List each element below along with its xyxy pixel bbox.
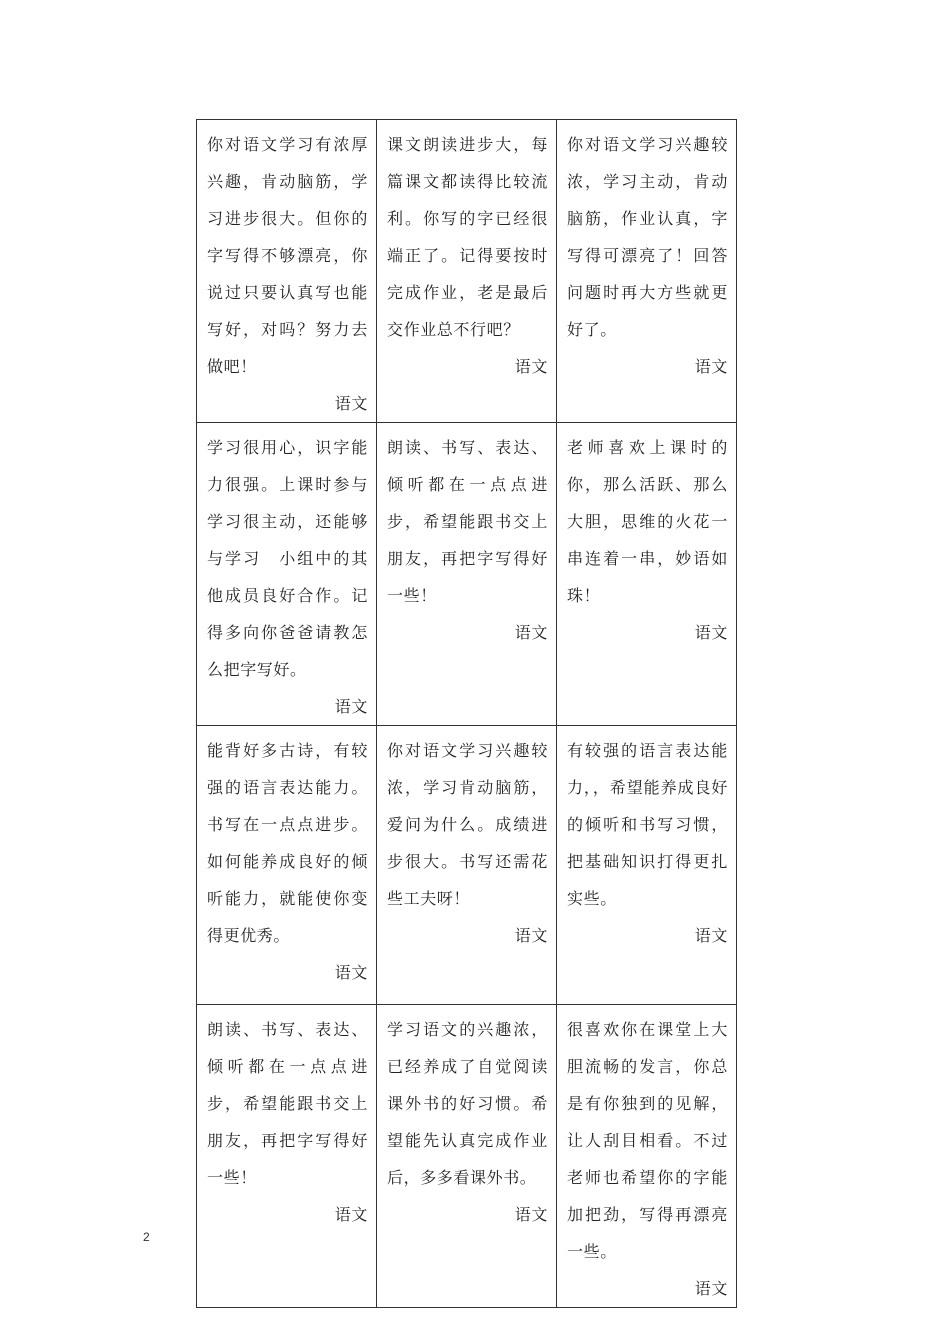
comment-signature: 语文 — [514, 357, 548, 376]
table-row — [197, 726, 737, 1005]
comment-text: 朗读、书写、表达、倾听都在一点点进步，希望能跟书交上朋友，再把字写得好一些！ — [207, 1020, 368, 1187]
comment-signature: 语文 — [694, 926, 728, 945]
comment-signature: 语文 — [334, 697, 368, 716]
comment-signature: 语文 — [514, 623, 548, 642]
comment-cell — [557, 1005, 737, 1308]
comment-text: 学习很用心，识字能力很强。上课时参与学习很主动，还能够与学习 小组中的其他成员良好合作。记得多向你爸爸请教怎么把字写好。 — [207, 438, 368, 679]
comment-cell — [557, 726, 737, 1005]
comment-signature: 语文 — [334, 1205, 368, 1224]
comment-text: 课文朗读进步大，每篇课文都读得比较流利。你写的字已经很端正了。记得要按时完成作业，老是最后交作业总不行吧？ — [387, 135, 548, 339]
comment-signature: 语文 — [694, 623, 728, 642]
comment-cell — [197, 423, 377, 726]
comment-text: 你对语文学习兴趣较浓，学习肯动脑筋，爱问为什么。成绩进步很大。书写还需花些工夫呀！ — [387, 741, 548, 908]
comment-signature: 语文 — [334, 963, 368, 982]
comment-cell — [557, 120, 737, 423]
comment-table — [196, 119, 737, 1308]
comment-text: 有较强的语言表达能力，，希望能养成良好的倾听和书写习惯，把基础知识打得更扎实些。 — [567, 741, 728, 908]
table-row — [197, 1005, 737, 1308]
comment-text: 你对语文学习兴趣较浓，学习主动，肯动脑筋，作业认真，字写得可漂亮了！回答问题时再大方些就更好了。 — [567, 135, 728, 339]
comment-cell — [557, 423, 737, 726]
comment-signature: 语文 — [694, 1279, 728, 1298]
comment-signature: 语文 — [514, 1205, 548, 1224]
comment-cell — [197, 120, 377, 423]
comment-text: 老师喜欢上课时的你，那么活跃、那么大胆，思维的火花一串连着一串，妙语如珠！ — [567, 438, 728, 605]
comment-cell — [377, 726, 557, 1005]
table-row — [197, 423, 737, 726]
comment-text: 能背好多古诗，有较强的语言表达能力。书写在一点点进步。如何能养成良好的倾听能力，就能使你变得更优秀。 — [207, 741, 368, 945]
comment-text: 学习语文的兴趣浓，已经养成了自觉阅读课外书的好习惯。希望能先认真完成作业后，多多看课外书。 — [387, 1020, 548, 1187]
comment-signature: 语文 — [694, 357, 728, 376]
page-number: 2 — [143, 1230, 150, 1244]
table-row — [197, 120, 737, 423]
comment-cell — [197, 726, 377, 1005]
comment-text: 很喜欢你在课堂上大胆流畅的发言，你总是有你独到的见解，让人刮目相看。不过老师也希望你的字能加把劲，写得再漂亮一些。 — [567, 1020, 728, 1261]
comment-cell — [377, 1005, 557, 1308]
comment-cell — [197, 1005, 377, 1308]
comment-cell — [377, 423, 557, 726]
comment-text: 你对语文学习有浓厚兴趣，肯动脑筋，学习进步很大。但你的字写得不够漂亮，你说过只要认真写也能写好，对吗？努力去做吧！ — [207, 135, 368, 376]
comment-signature: 语文 — [334, 394, 368, 413]
comment-cell — [377, 120, 557, 423]
comment-signature: 语文 — [514, 926, 548, 945]
comment-text: 朗读、书写、表达、倾听都在一点点进步，希望能跟书交上朋友，再把字写得好一些！ — [387, 438, 548, 605]
